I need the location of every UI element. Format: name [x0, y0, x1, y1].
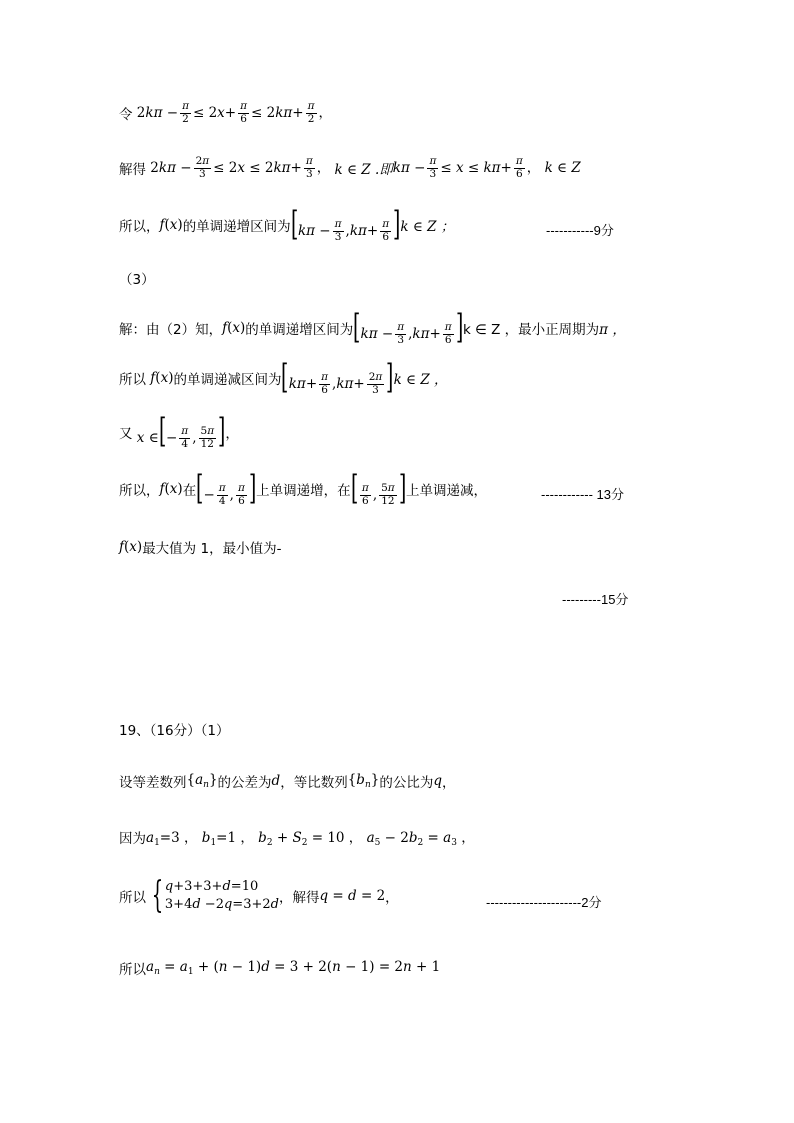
function-arg: (x) [164, 481, 183, 498]
line-prefix: 所以 [119, 962, 146, 978]
math-expression: k ∈ Z .即 [334, 162, 393, 179]
line-prefix: 解：由（2）知， [119, 322, 223, 339]
line-text: 的公比为 [379, 775, 434, 791]
math-expression: q = d = 2 [319, 888, 386, 904]
function-fx: f [222, 320, 228, 337]
math-expression: 2kπ − $\frac{2\pi}{3}$ ≤ 2x ≤ 2kπ+ $\frac{\pi}{3}$ ， [146, 155, 335, 180]
function-arg: (x) [227, 320, 246, 337]
math-expression: $a_1=3$ ， $b_1=1$ ， $b_2 + S_2 = 10$ ， $a_5 - 2b_2 = a_3$ ， [146, 830, 475, 848]
part3-line-1 [119, 307, 626, 347]
q19-line-2 [119, 826, 475, 848]
sequence-a: $\{a_n\}$ [186, 772, 218, 790]
line-text: 最大值为 1，最小值为- [142, 541, 282, 557]
function-fx: f [159, 481, 165, 498]
part-3-label: （3） [119, 272, 155, 288]
line-prefix: 所以 [119, 890, 146, 906]
variable-d: d [271, 773, 281, 789]
line-prefix: 又 [119, 426, 133, 443]
line-text: k ∈ Z ，最小正周期为 [462, 322, 600, 339]
solution-line [119, 156, 581, 181]
line-text: 的公差为 [217, 775, 272, 791]
function-fx: f [159, 217, 165, 234]
line-prefix: 所以 [119, 372, 146, 389]
q19-line-1 [119, 771, 456, 791]
domain-line [119, 411, 239, 451]
sequence-b: $\{b_n\}$ [347, 772, 380, 790]
line-text: 在 [182, 483, 197, 500]
part-label [119, 268, 155, 288]
line-prefix: 解得 [119, 162, 146, 179]
interval-expression: x ∈[− $\frac{\pi}{4}$ , $\frac{5\pi}{12}$ ] [136, 411, 226, 451]
line-suffix: k ∈ Z ， [393, 372, 448, 389]
interval-expression: [kπ+ $\frac{\pi}{6}$ ,kπ+ $\frac{2\pi}{3}$ ] [281, 357, 394, 397]
math-expression: 2kπ − $\frac{\pi}{2}$ ≤ 2x+ $\frac{\pi}{6}$ ≤ 2kπ+ $\frac{\pi}{2}$ ， [132, 100, 332, 125]
line-prefix: 因为 [119, 831, 146, 847]
line-suffix: ， [442, 775, 456, 791]
inequality-line-1 [119, 101, 332, 126]
q19-line-3 [119, 875, 399, 916]
decreasing-interval-line [119, 357, 448, 397]
variable-q: q [433, 773, 442, 789]
score-marker: ----------------------2分 [486, 895, 602, 910]
score-marker: -----------9分 [546, 223, 614, 238]
interval-expression: [kπ − $\frac{\pi}{3}$ ,kπ+ $\frac{\pi}{6}$ ] [290, 204, 401, 244]
line-text: 的单调递增区间为 [245, 322, 354, 339]
line-prefix: 设等差数列 [119, 775, 187, 791]
line-text: 上单调递增，在 [256, 483, 351, 500]
function-fx: f(x) [150, 370, 174, 387]
line-prefix: 所以， [119, 219, 160, 236]
line-prefix: 所以， [119, 483, 160, 500]
line-text: 上单调递减， [405, 483, 487, 500]
increasing-interval-line [119, 204, 455, 244]
score-marker: ------------ 13分 [541, 487, 625, 502]
line-text: 的单调递增区间为 [182, 219, 291, 236]
line-suffix: π ， [599, 322, 626, 339]
question-19-header [119, 719, 229, 739]
function-arg: (x) [164, 217, 183, 234]
score-marker: ---------15分 [562, 592, 629, 607]
line-text: 的单调递减区间为 [173, 372, 282, 389]
function-fx: f [119, 539, 124, 555]
interval-expression: [− $\frac{\pi}{4}$ , $\frac{\pi}{6}$ ] [196, 468, 257, 508]
equation-system: { q+3+3+d=10 3+4d −2q=3+2d [151, 875, 279, 916]
interval-expression: [kπ − $\frac{\pi}{3}$ ,kπ+ $\frac{\pi}{6}$ ] [353, 307, 463, 347]
line-suffix: ， [225, 426, 239, 443]
q19-line-4 [119, 958, 440, 978]
line-prefix: 令 [119, 107, 133, 124]
math-expression: $a_n = a_1 + (n - 1)d = 3 + 2(n - 1) = 2n + 1$ [146, 959, 441, 977]
line-text: ，解得 [278, 890, 320, 906]
function-arg: (x) [124, 539, 143, 555]
math-expression: k ∈ Z [544, 160, 581, 177]
extrema-line [119, 537, 281, 557]
monotonic-line [119, 468, 487, 508]
line-suffix: k ∈ Z ； [400, 219, 455, 236]
line-text: ，等比数列 [280, 775, 348, 791]
line-suffix: ， [385, 890, 399, 906]
question-header: 19、（16分）（1） [119, 723, 230, 739]
math-expression: kπ − $\frac{\pi}{3}$ ≤ x ≤ kπ+ $\frac{\pi}{6}$ ， [392, 155, 545, 180]
interval-expression: [ $\frac{\pi}{6}$ , $\frac{5\pi}{12}$ ] [350, 468, 406, 508]
